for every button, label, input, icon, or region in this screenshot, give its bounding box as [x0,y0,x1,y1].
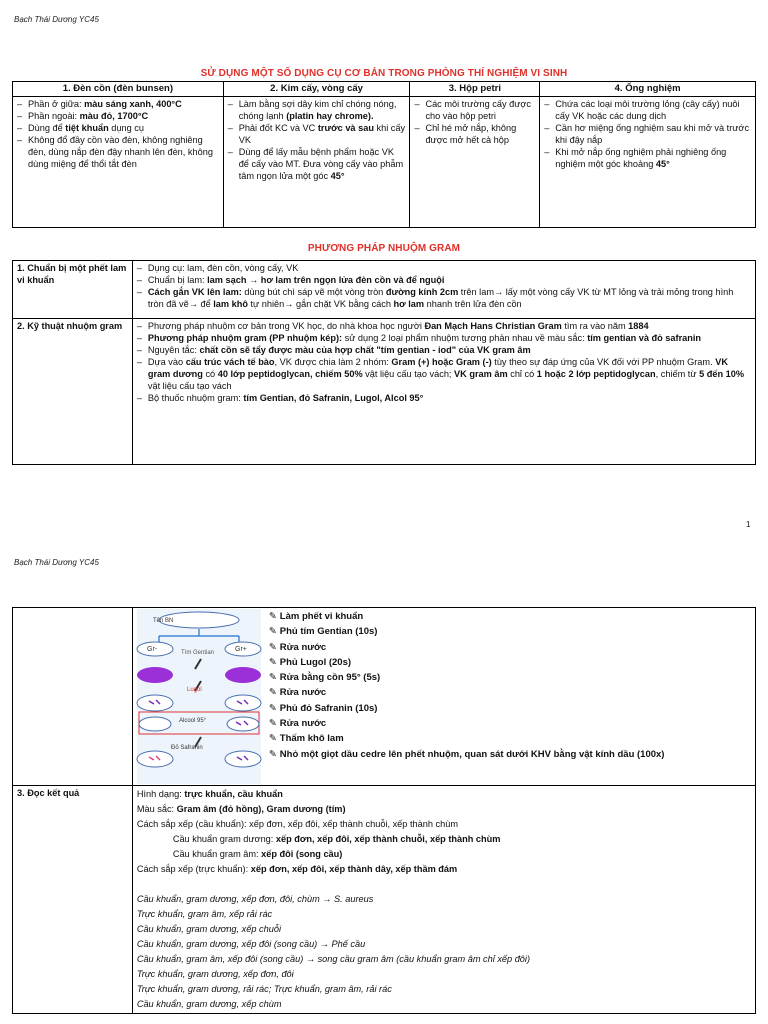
row-content [132,319,755,465]
slide-final [225,751,261,767]
bullet-item: – Làm bằng sợi dây kim chỉ chóng nóng, chóng lạnh (platin hay chrome). [228,98,406,122]
slide-iodine [225,695,261,711]
bullet-item: – Phương pháp nhuộm cơ bản trong VK học, do nhà khoa học người Đan Mạch Hans Christian Gram tìm ra vào năm 1884 [137,320,751,332]
diagram-label: Đỏ Safranin [170,745,203,751]
hand-pointer-icon: ✎ [268,702,277,714]
step-text: Rửa nước [279,687,327,699]
step-item [269,670,665,685]
bullet-list [544,98,751,170]
gram-stain-diagram [135,609,263,784]
col-heading: 1. Đèn cồn (đèn bunsen) [13,82,224,97]
result-line: Trực khuẩn, gram dương, rải rác; Trực khuẩn, gram âm, rải rác [136,984,392,994]
result-line: Cầu khuẩn gram dương: xếp đơn, xếp đôi, xếp thành chuỗi, xếp thành chùm [172,834,501,844]
instruments-table [12,81,756,228]
page-header: Bạch Thái Dương YC45 [14,15,99,24]
slide-decolor [139,717,171,731]
col-heading: 4. Ống nghiệm [540,82,756,97]
diagram-label: Gr- [146,646,157,653]
row-label: 1. Chuẩn bị một phết lam vi khuẩn [13,261,133,319]
step-text: Phủ đỏ Safranin (10s) [279,702,378,714]
result-line: Trực khuẩn, gram âm, xếp rải rác [136,909,273,919]
bullet-list [137,262,751,310]
row-content [132,261,755,319]
row-label: 3. Đọc kết quả [13,786,133,1014]
procedure-cell [132,608,755,786]
step-item [269,624,665,639]
result-line: Cách sắp xếp (trực khuẩn): xếp đơn, xếp đôi, xếp thành dây, xếp thầm đám [136,864,458,874]
gram-table [12,260,756,465]
step-text: Thấm khô lam [279,733,344,745]
procedure-content [135,609,753,784]
bullet-item: – Dùng để tiệt khuẩn dụng cụ [17,122,219,134]
hand-pointer-icon: ✎ [268,672,277,684]
bullet-item: – Phần ở giữa: màu sáng xanh, 400°C [17,98,219,110]
bullet-list [137,320,751,404]
col-heading: 3. Hộp petri [410,82,540,97]
gram-table-continued [12,607,756,1014]
bullet-item: – Dựa vào cấu trúc vách tế bào, VK được chia làm 2 nhóm: Gram (+) hoặc Gram (-) tùy theo sự đáp ứng của VK đối với PP nhuộm Gram. VK gram dương có 40 lớp peptidoglycan, chiếm 50% vật liệu cấu tạo vách; VK gram âm chỉ có 1 hoặc 2 lớp peptidoglycan, chiếm từ 5 đến 10% vật liệu cấu tạo vách [137,356,751,392]
result-line: Cầu khuẩn gram âm: xếp đôi (song cầu) [172,849,343,859]
result-line: Màu sắc: Gram âm (đỏ hồng), Gram dương (tím) [136,804,346,814]
bullet-item: – Các môi trường cấy được cho vào hộp petri [414,98,535,122]
result-line: Cầu khuẩn, gram âm, xếp đôi (song cầu) → song cầu gram âm (cầu khuẩn gram âm chỉ xếp đôi) [136,954,531,964]
step-item [269,731,665,746]
hand-pointer-icon: ✎ [268,611,277,622]
hand-pointer-icon: ✎ [268,733,277,745]
hand-pointer-icon: ✎ [268,748,277,760]
section-title-instruments: SỬ DỤNG MỘT SỐ DỤNG CỤ CƠ BẢN TRONG PHÒNG THÍ NGHIỆM VI SINH [200,68,568,79]
page-number: 1 [746,520,751,529]
result-row [13,786,756,1014]
bullet-item: – Phương pháp nhuộm gram (PP nhuộm kép): sử dụng 2 loại phẩm nhuộm tương phản nhau về màu sắc: tím gentian và đỏ safranin [137,332,751,344]
col-cell [540,97,756,228]
result-line: Cầu khuẩn, gram dương, xếp đôi (song cầu) → Phế cầu [136,939,366,949]
bullet-item: – Chuẩn bị lam: lam sạch → hơ lam trên ngọn lửa đèn cồn và để nguội [137,274,751,286]
diagram-label: Gr+ [234,646,247,653]
result-line: Cầu khuẩn, gram dương, xếp đơn, đôi, chùm → S. aureus [136,894,374,904]
bullet-item: – Cách gắn VK lên lam: dùng bút chì sáp vẽ một vòng tròn đường kính 2cm trên lam→ lấy một vòng cấy VK từ MT lỏng và trải mỏng trong hình tròn đã vẽ→ để lam khô tự nhiên→ gắn chặt VK bằng cách hơ lam nhanh trên lửa đèn cồn [137,286,751,310]
bullet-item: – Cần hơ miệng ống nghiệm sau khi mở và trước khi đậy nắp [544,122,751,146]
slide-purple [137,667,173,683]
result-line: Trực khuẩn, gram dương, xếp đơn, đôi [136,969,294,979]
bullet-list [228,98,406,182]
hand-pointer-icon: ✎ [268,656,277,668]
step-item [269,640,665,655]
step-text: Phủ Lugol (20s) [279,656,352,668]
step-text: Rửa bằng cồn 95° (5s) [279,672,381,684]
step-item [269,716,665,731]
instruments-header-row [13,82,756,97]
page-header: Bạch Thái Dương YC45 [14,558,99,567]
result-line: Cách sắp xếp (cầu khuẩn): xếp đơn, xếp đôi, xếp thành chuỗi, xếp thành chùm [136,819,458,829]
diagram-label: Tím Gentian [180,650,214,656]
hand-pointer-icon: ✎ [268,687,277,699]
bullet-item: – Dùng để lấy mẫu bệnh phẩm hoặc VK để cấy vào MT. Đưa vòng cấy vào phẫm tâm ngọn lửa một góc 45° [228,146,406,182]
diagram-label: Tên BN [152,618,174,624]
bullet-list [414,98,535,146]
result-content [132,786,755,1014]
row-label: 2. Kỹ thuật nhuộm gram [13,319,133,465]
bullet-item: – Bộ thuốc nhuộm gram: tím Gentian, đỏ Safranin, Lugol, Alcol 95° [137,392,751,404]
row-label-empty [13,608,133,786]
result-line [137,877,751,892]
col-cell [13,97,224,228]
gram-row [13,319,756,465]
col-cell [410,97,540,228]
bullet-item: – Không đổ đầy cồn vào đèn, không nghiêng đèn, dùng nắp đèn đậy nhanh lên đèn, không dùng miệng để thổi tắt đèn [17,134,219,170]
diagram-label: Lugol [186,687,202,693]
result-line: Cầu khuẩn, gram dương, xếp chuỗi [136,924,281,934]
slide-purple [225,667,261,683]
step-text: Phủ tím Gentian (10s) [279,626,378,638]
hand-pointer-icon: ✎ [268,626,277,638]
result-line: Cầu khuẩn, gram dương, xếp chùm [136,999,282,1009]
step-item [269,685,665,700]
gram-stain-diagram-svg [135,609,263,784]
result-line: Hình dạng: trực khuẩn, cầu khuẩn [136,789,283,799]
col-cell [223,97,410,228]
step-text: Làm phết vi khuẩn [279,611,364,622]
slide-final [137,751,173,767]
instruments-body-row [13,97,756,228]
diagram-label: Alcool 95° [178,718,206,724]
step-item [269,609,665,624]
procedure-row [13,608,756,786]
slide-decolor [227,717,259,731]
step-text: Nhỏ một giọt dầu cedre lên phết nhuộm, quan sát dưới KHV bằng vật kính dầu (100x) [279,748,665,760]
bullet-item: – Chứa các loại môi trường lỏng (cây cấy) nuôi cấy VK hoặc các dung dịch [544,98,751,122]
bullet-list [17,98,219,170]
gram-row [13,261,756,319]
step-text: Rửa nước [279,718,327,730]
col-heading: 2. Kim cấy, vòng cấy [223,82,410,97]
bullet-item: – Phải đốt KC và VC trước và sau khi cấy VK [228,122,406,146]
bullet-item: – Dụng cụ: lam, đèn cồn, vòng cấy, VK [137,262,751,274]
section-title-gram: PHƯƠNG PHÁP NHUỘM GRAM [307,243,461,254]
bullet-item: – Phần ngoài: màu đỏ, 1700°C [17,110,219,122]
bullet-item: – Nguyên tắc: chất cồn sẽ tẩy được màu của hợp chất "tím gentian - iod" của VK gram âm [137,344,751,356]
step-item [269,655,665,670]
step-text: Rửa nước [279,641,327,653]
staining-steps [269,609,665,784]
hand-pointer-icon: ✎ [268,641,277,653]
step-item [269,701,665,716]
bullet-item: – Chỉ hé mở nắp, không được mở hết cả hộp [414,122,535,146]
slide-iodine [137,695,173,711]
bullet-item: – Khi mở nắp ống nghiệm phải nghiêng ống nghiệm một góc khoảng 45° [544,146,751,170]
hand-pointer-icon: ✎ [268,718,277,730]
step-item [269,747,665,762]
